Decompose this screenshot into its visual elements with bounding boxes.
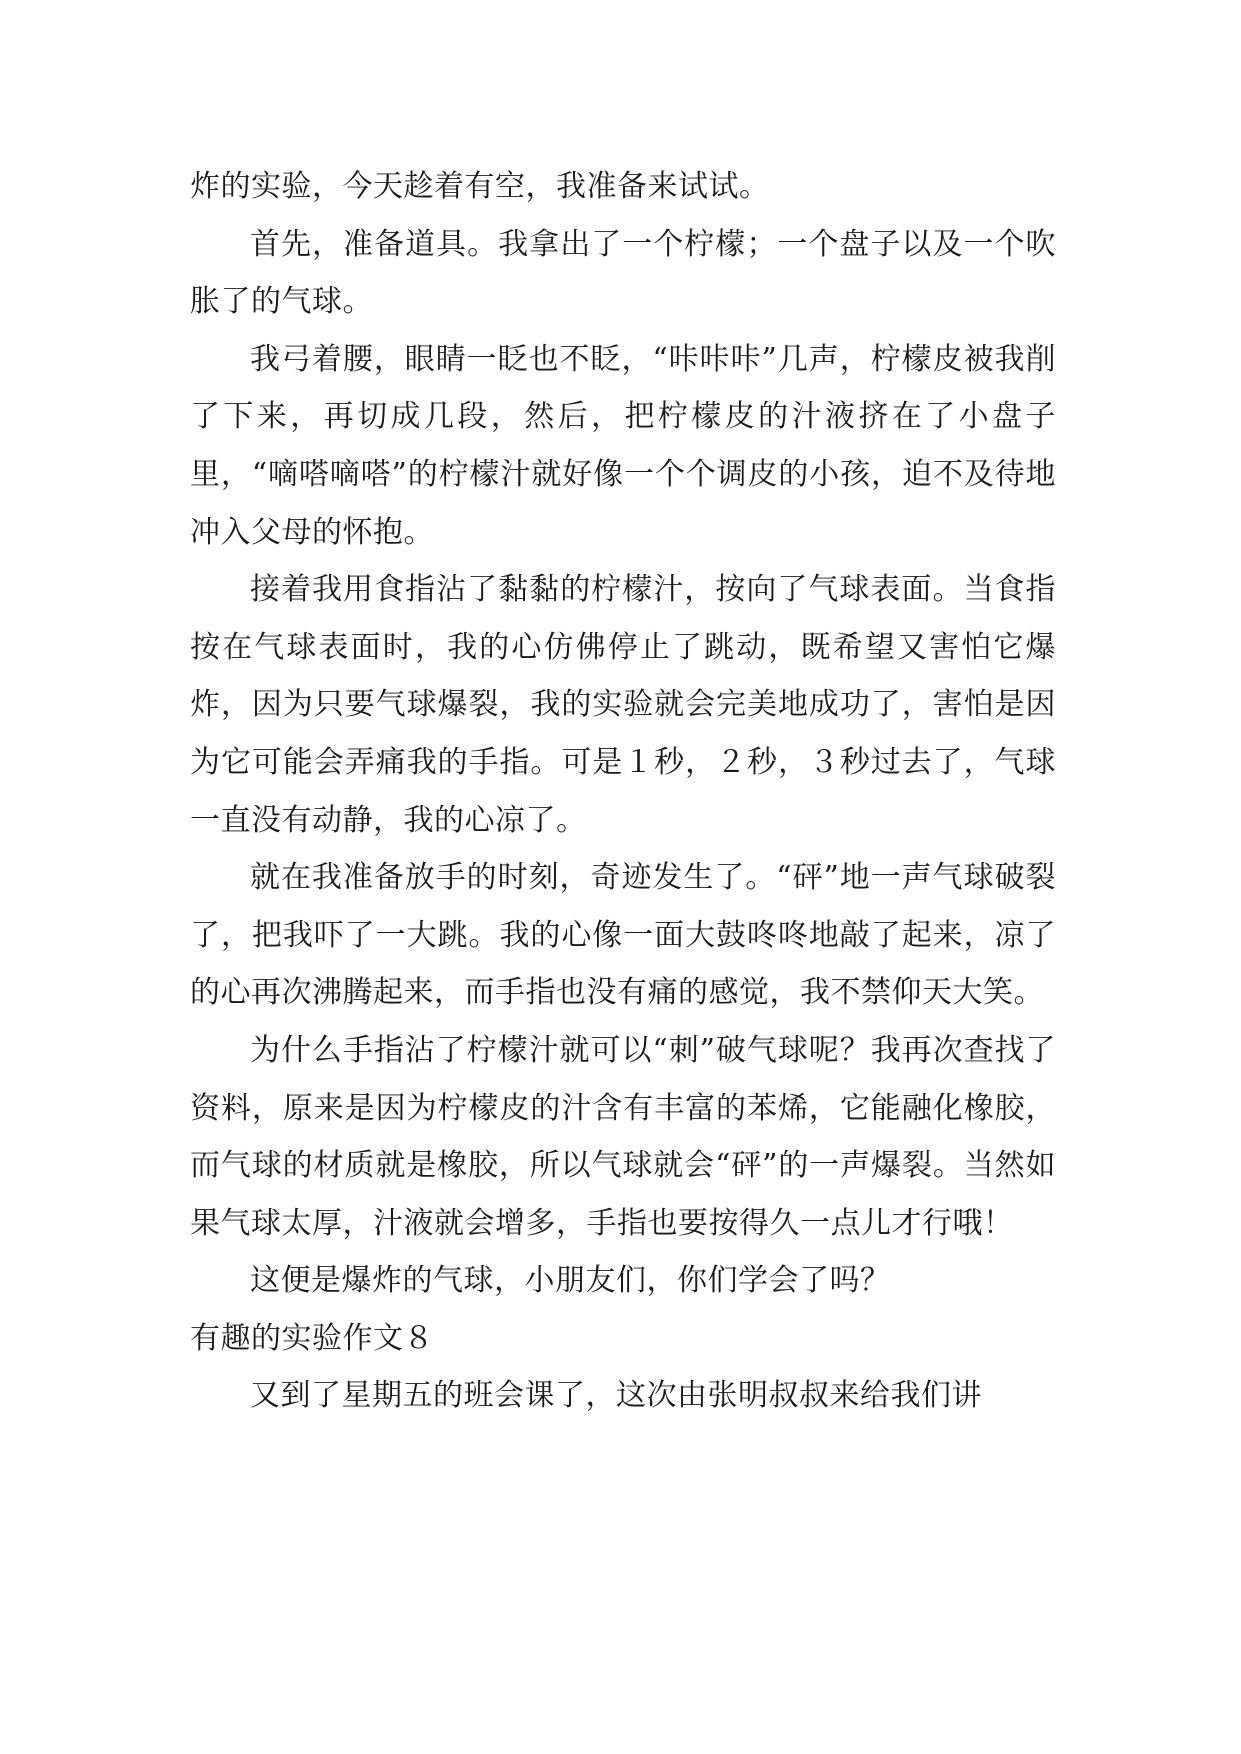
paragraph-peeling-lemon: 我弓着腰，眼睛一眨也不眨，“咔咔咔”几声，柠檬皮被我削了下来，再切成几段，然后，把柠檬皮的汁液挤在了小盘子里，“嘀嗒嘀嗒”的柠檬汁就好像一个个调皮的小孩，迫不及待地冲入父母的怀抱。 [190,341,1056,550]
document-body [190,158,1056,1425]
paragraph-conclusion: 这便是爆炸的气球，小朋友们，你们学会了吗？ [250,1263,891,1299]
paragraph-pressing-balloon: 接着我用食指沾了黏黏的柠檬汁，按向了气球表面。当食指按在气球表面时，我的心仿佛停止了跳动，既希望又害怕它爆炸，因为只要气球爆裂，我的实验就会完美地成功了，害怕是因为它可能会弄痛我的手指。可是１秒，２秒，３秒过去了，气球一直没有动静，我的心凉了。 [190,572,1056,838]
paragraph-balloon-bursts: 就在我准备放手的时刻，奇迹发生了。“砰”地一声气球破裂了，把我吓了一大跳。我的心像一面大鼓咚咚地敲了起来，凉了的心再次沸腾起来，而手指也没有痛的感觉，我不禁仰天大笑。 [190,860,1056,1011]
paragraph-preparation: 首先，准备道具。我拿出了一个柠檬；一个盘子以及一个吹胀了的气球。 [190,226,1056,320]
paragraph-continuation: 炸的实验，今天趁着有空，我准备来试试。 [190,169,770,204]
section-title: 有趣的实验作文８ [190,1320,434,1356]
paragraph-next-essay: 又到了星期五的班会课了，这次由张明叔叔来给我们讲 [250,1378,982,1414]
paragraph-explanation: 为什么手指沾了柠檬汁就可以“刺”破气球呢？我再次查找了资料，原来是因为柠檬皮的汁含有丰富的苯烯，它能融化橡胶，而气球的材质就是橡胶，所以气球就会“砰”的一声爆裂。当然如果气球太厚，汁液就会增多，手指也要按得久一点儿才行哦！ [190,1032,1056,1241]
